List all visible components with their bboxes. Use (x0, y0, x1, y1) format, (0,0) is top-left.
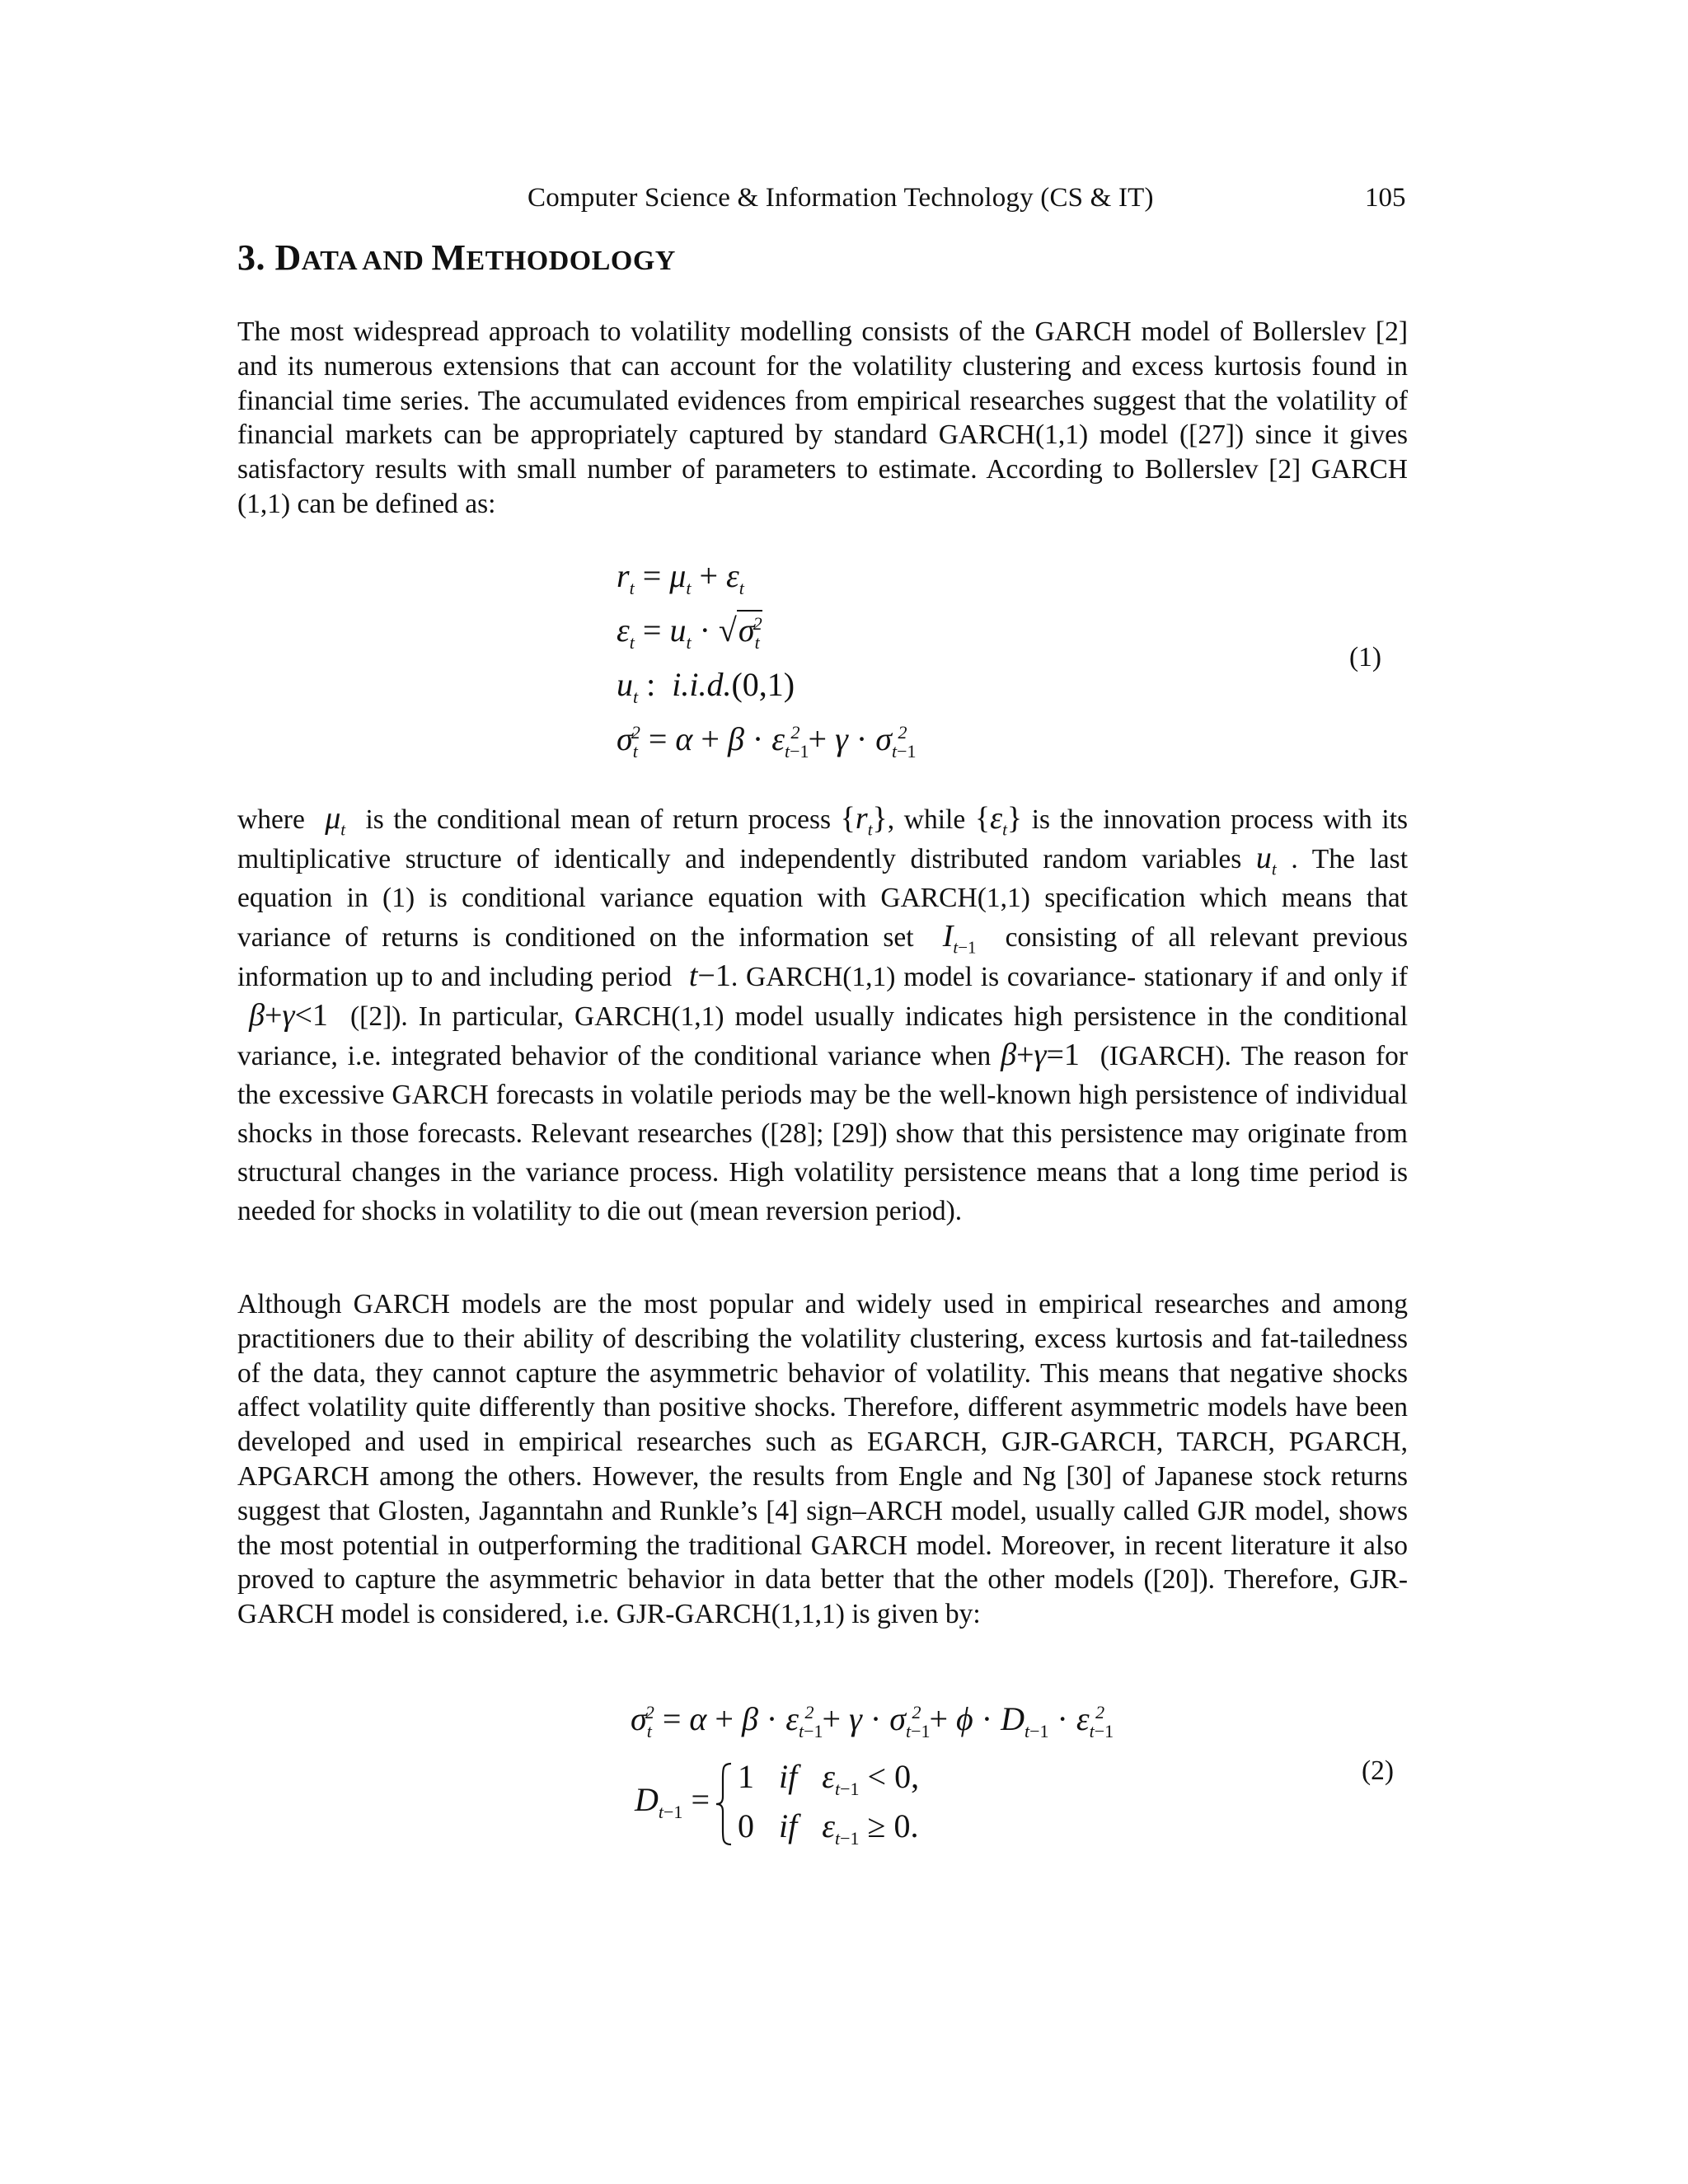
eq2-line-1: $\sigma_t^2 = \alpha + \beta \cdot \varepsilon_{t-1}^2 + \gamma \cdot \sigma_{t-1}^2 + \phi \cdot D_{t-1} \cdot \varepsilon_{t-1}^2$ (631, 1700, 1114, 1741)
eq1-line-2: $\varepsilon_t = u_t \cdot √\sigma_t^2$ (617, 612, 762, 653)
p2-s15: the well-known high persistence of individual shocks in those forecasts. Relevant researches ([28]; [29]) show that this persistence may originate from structural changes in the variance process. High volatility persistence means that a long time period is needed for shocks in volatility to die out (mean reversion period). (237, 1080, 1408, 1226)
equation-2-number: (2) (1362, 1755, 1395, 1786)
section-title (237, 237, 676, 279)
paragraph-2 (237, 799, 1408, 1230)
p2-u: $u_t$ (1255, 841, 1277, 879)
eq2-if-1: if (779, 1758, 798, 1795)
p2-t-minus-1: t−1 (679, 958, 731, 993)
left-brace (715, 1762, 734, 1846)
equation-1 (617, 556, 1408, 771)
p2-eps-set: $\{\varepsilon_t\}$ (974, 801, 1023, 840)
p2-s6: The last equation in (1) is conditional variance equation with GARCH(1,1) specification which (237, 844, 1408, 913)
paragraph-3 (237, 1287, 1408, 1632)
eq1-line-3: $u_t$ : i.i.d.(0,1) (617, 666, 795, 707)
p2-s12: ([2]). In particular, GARCH(1,1) model usually indicates high (350, 1001, 1063, 1032)
p2-r-set: $\{r_t\}$ (840, 801, 888, 840)
eq1-line-4: $\sigma_t^2 = \alpha + \beta \cdot \varepsilon_{t-1}^2 + \gamma \cdot \sigma_{t-1}^2$ (617, 720, 917, 762)
section-number: 3. (237, 237, 265, 278)
p2-s4: is the innovation process (1031, 804, 1314, 835)
eq2-if-2: if (779, 1807, 798, 1844)
p2-s3: , while (887, 804, 966, 835)
p2-s5: with its multiplicative structure of identically and independently distributed random variables (237, 804, 1409, 874)
p2-s8: consisting of all relevant (1005, 922, 1299, 953)
eq2-D-lhs: $D_{t-1}$ = (635, 1781, 710, 1822)
page-number: 105 (1365, 183, 1406, 213)
equation-1-number: (1) (1349, 642, 1382, 673)
p2-s10: . GARCH(1,1) model is covariance- (730, 962, 1137, 992)
p2-s7: means that variance of returns is conditioned on the information set (237, 883, 1408, 953)
paragraph-1 (237, 315, 1408, 522)
eq2-case-2: 0 if $\varepsilon_{t-1} \ge 0$. (738, 1807, 919, 1849)
p2-s9: previous information up to and including period (237, 922, 1409, 992)
p2-I: $I_{t-1}$ (927, 919, 977, 958)
p2-stationarity: β+γ<1 (237, 998, 328, 1033)
section-title-ata: ATA AND (301, 246, 432, 276)
p2-s14: (IGARCH). The reason for the excessive GARCH forecasts in volatile periods may be (237, 1041, 1409, 1110)
paragraph-3-text: Although GARCH models are the most popular and widely used in empirical researches and among practitioners due to their ability of describing the volatility clustering, excess kurtosis and fat-tailedness of the data, they cannot capture the asymmetric behavior of volatility. This means that negative shocks affect volatility quite differently than positive shocks. Therefore, different asymmetric models have been developed and used in empirical researches such as EGARCH, GJR-GARCH, TARCH, PGARCH, APGARCH among the others. However, the results from Engle and Ng [30] of Japanese stock returns suggest that Glosten, Jaganntahn and Runkle’s [4] sign–ARCH model, usually called GJR model, shows the most potential in outperforming the traditional GARCH model. Moreover, in recent literature it also proved to capture the asymmetric behavior in data better that the other models ([20]). Therefore, GJR-GARCH model is considered, i.e. GJR-GARCH(1,1,1) is given by: (237, 1289, 1408, 1630)
eq1-line-1: $r_t = \mu_t + \varepsilon_t$ (617, 557, 744, 598)
p2-s11: stationary if and only if (1143, 962, 1409, 992)
section-title-d: D (274, 237, 302, 278)
p2-s13: persistence in the conditional variance, i.e. integrated behavior of the conditional variance when (237, 1001, 1409, 1071)
p2-s2: is the conditional mean of return process (365, 804, 832, 835)
equation-2 (631, 1699, 1422, 1864)
paragraph-1-text: The most widespread approach to volatility modelling consists of the GARCH model of Bollerslev [2] and its numerous extensions that can account for the volatility clustering and excess kurtosis found in financial time series. The accumulated evidences from empirical researches suggest that the volatility of financial markets can be appropriately captured by standard GARCH(1,1) model ([27]) since it gives satisfactory results with small number of parameters to estimate. According to Bollerslev [2] GARCH (1,1) can be defined as: (237, 316, 1408, 519)
section-title-m: M (431, 237, 467, 278)
p2-s1: where (237, 804, 305, 835)
eq2-case-1: 1 if $\varepsilon_{t-1} < 0$, (738, 1758, 920, 1799)
paragraph-2-text: where $\mu_t$ is the conditional mean of return process $\{r_t\}$, while $\{\varepsilon_t\}$ is the innovation process with its multiplicative structure of identically and independently distributed random variables $u_t$ . The last equation in (1) is conditional variance equation with GARCH(1,1) specification which means that variance of returns is conditioned on the information set $I_{t-1}$ consisting of all relevant previous information up to and including period t−1. GARCH(1,1) model is covariance- stationary if and only if β+γ<1 ([2]). In particular, GARCH(1,1) model usually indicates high persistence in the conditional variance, i.e. integrated behavior of the conditional variance when β+γ=1 (IGARCH). The reason for the excessive GARCH forecasts in volatile periods may be the well-known high persistence of individual shocks in those forecasts. Relevant researches ([28]; [29]) show that this persistence may originate from structural changes in the variance process. High volatility persistence means that a long time period is needed for shocks in volatility to die out (mean reversion period). (237, 801, 1409, 1226)
p2-igarch: β+γ=1 (1001, 1038, 1080, 1072)
section-title-ethodology: ETHODOLOGY (466, 246, 676, 276)
running-head: Computer Science & Information Technology (CS & IT) (528, 183, 1154, 213)
p2-mu: $\mu_t$ (314, 801, 346, 840)
